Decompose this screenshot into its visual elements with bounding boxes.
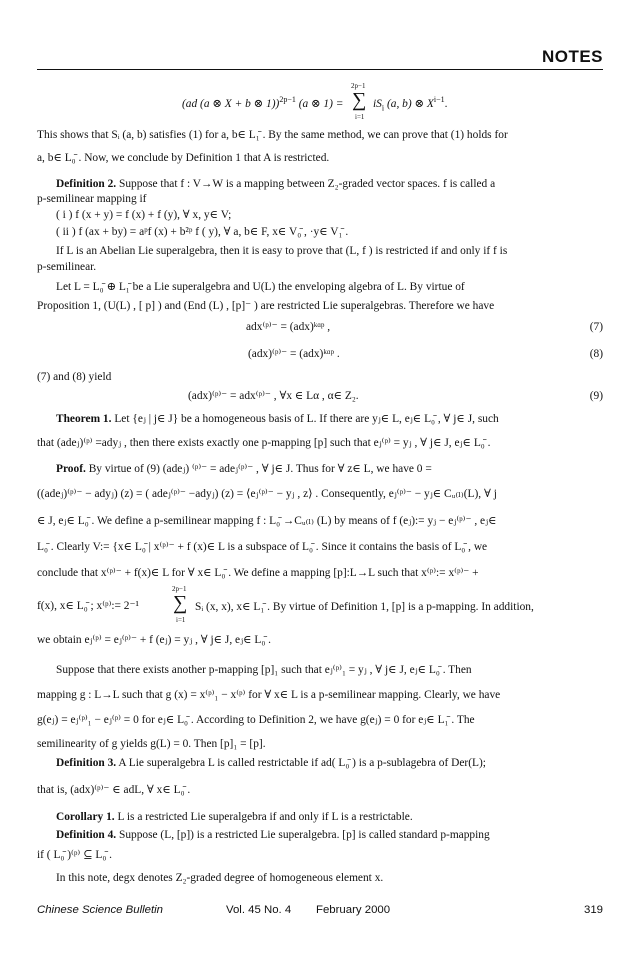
sum-symbol: ∑ bbox=[173, 592, 188, 614]
paragraph-line: Proposition 1, (U(L) , [ p] ) and (End (L) , [p]⁻ ) are restricted Lie superalgebras. Therefore we have bbox=[37, 300, 495, 312]
footer-date: February 2000 bbox=[316, 904, 391, 916]
condition-ii: ( ii ) f (ax + by) = aᵖf (x) + b²ᵖ f ( y), ∀ a, b∈ F, x∈ V₀̄ , ·y∈ V₁̄ . bbox=[56, 226, 349, 238]
eq-top-rhs-block bbox=[373, 95, 448, 113]
paragraph-line: Sᵢ (x, x), x∈ L₁̄ . By virtue of Definition 1, [p] is a p-mapping. In addition, bbox=[195, 601, 534, 613]
equation-8: (adx)⁽ᵖ⁾⁻ = (adx)ᵏᵅᵖ . bbox=[248, 348, 340, 360]
theorem-label: Theorem 1. bbox=[56, 413, 112, 425]
equation-number: (9) bbox=[589, 390, 603, 402]
eq-top-end: . bbox=[444, 98, 448, 110]
paragraph-line: This shows that Sᵢ (a, b) satisfies (1) for a, b∈ L₁̄ . By the same method, we can prove that (1) holds for bbox=[37, 129, 508, 141]
equation-number: (8) bbox=[589, 348, 603, 360]
paragraph-line: that is, (adx)⁽ᵖ⁾⁻ ∈ adL, ∀ x∈ L₀̄ . bbox=[37, 784, 191, 796]
paragraph-line: In this note, degx denotes Z₂-graded degree of homogeneous element x. bbox=[56, 872, 384, 884]
paragraph-line: ∈ J, eⱼ∈ L₀̄ . We define a p-semilinear mapping f : L₀̄ →Cᵤ₍ₗ₎ (L) by means of f (eⱼ):= yⱼ − eⱼ⁽ᵖ⁾⁻ , eⱼ∈ bbox=[37, 515, 497, 527]
header-rule bbox=[37, 69, 603, 70]
paragraph-line: f(x), x∈ L₀̄ ; x⁽ᵖ⁾:= 2⁻¹ bbox=[37, 600, 139, 612]
corollary-label: Corollary 1. bbox=[56, 811, 115, 823]
paragraph-line: if ( L₀̄ )⁽ᵖ⁾ ⊆ L₀̄ . bbox=[37, 849, 113, 861]
proof-text: By virtue of (9) (adeⱼ) ⁽ᵖ⁾⁻ = adeⱼ⁽ᵖ⁾⁻ , ∀ j∈ J. Thus for ∀ z∈ L, we have 0 = bbox=[88, 463, 432, 475]
definition-label: Definition 4. bbox=[56, 829, 117, 841]
eq-top-exp: 2p−1 bbox=[279, 95, 296, 105]
footer-volume: Vol. 45 No. 4 bbox=[226, 904, 292, 916]
equation-number: (7) bbox=[589, 321, 603, 333]
paragraph-line: a, b∈ L₀̄ . Now, we conclude by Definition 1 that A is restricted. bbox=[37, 152, 330, 164]
condition-i: ( i ) f (x + y) = f (x) + f (y), ∀ x, y∈ V; bbox=[56, 209, 232, 221]
paragraph-line: p-semilinear. bbox=[37, 261, 97, 273]
paragraph-line: If L is an Abelian Lie superalgebra, then it is easy to prove that (L, f ) is restricted if and only if f is bbox=[56, 245, 508, 257]
paragraph-line: semilinearity of g yields g(L) = 0. Then [p]₁ = [p]. bbox=[37, 738, 266, 750]
paragraph-line: mapping g : L→L such that g (x) = x⁽ᵖ⁾₁ − x⁽ᵖ⁾ for ∀ x∈ L is a p-semilinear mapping. Clearly, we have bbox=[37, 689, 501, 701]
paragraph-line: we obtain eⱼ⁽ᵖ⁾ = eⱼ⁽ᵖ⁾⁻ + f (eⱼ) = yⱼ , ∀ j∈ J, eⱼ∈ L₀̄ . bbox=[37, 634, 272, 646]
eq-top-sum-upper: 2p−1 bbox=[351, 82, 366, 90]
proof-sum-lower: i=1 bbox=[176, 616, 186, 624]
eq-top-mid: (a ⊗ 1) = bbox=[298, 98, 344, 110]
paragraph-line: ((adeⱼ)⁽ᵖ⁾⁻ − adyⱼ) (z) = ( adeⱼ⁽ᵖ⁾⁻ −adyⱼ) (z) = ⟨eⱼ⁽ᵖ⁾⁻ − yⱼ , z⟩ . Consequently, eⱼ⁽ᵖ⁾⁻ − yⱼ∈ Cᵤ₍ₗ₎(L), ∀ j bbox=[37, 488, 497, 500]
definition-2-line bbox=[56, 177, 603, 191]
equation-9: (adx)⁽ᵖ⁾⁻ = adx⁽ᵖ⁾⁻ , ∀x ∈ Lα , α∈ Z₂. bbox=[188, 390, 359, 402]
definition-3-line bbox=[56, 756, 603, 770]
definition-text: Suppose that f : V→W is a mapping between Z₂-graded vector spaces. f is called a bbox=[118, 178, 496, 190]
paragraph-line: g(eⱼ) = eⱼ⁽ᵖ⁾₁ − eⱼ⁽ᵖ⁾ = 0 for eⱼ∈ L₀̄ . According to Definition 2, we have g(eⱼ) = 0 for eⱼ∈ L₁̄ . The bbox=[37, 714, 475, 726]
equation-7: adx⁽ᵖ⁾⁻ = (adx)ᵏᵅᵖ , bbox=[246, 321, 331, 333]
eq-top-sum-lower: i=1 bbox=[355, 113, 365, 121]
paragraph-line: that (adeⱼ)⁽ᵖ⁾ =adyⱼ , then there exists exactly one p-mapping [p] such that eⱼ⁽ᵖ⁾ = yⱼ , ∀ j∈ J, eⱼ∈ L₀̄ . bbox=[37, 437, 491, 449]
equation-top bbox=[182, 96, 343, 110]
theorem-text: Let {eⱼ | j∈ J} be a homogeneous basis of L. If there are yⱼ∈ L, eⱼ∈ L₀̄ , ∀ j∈ J, such bbox=[114, 413, 499, 425]
corollary-text: L is a restricted Lie superalgebra if and only if L is a restrictable. bbox=[117, 811, 413, 823]
sum-symbol: ∑ bbox=[352, 89, 367, 111]
paragraph-line: Let L = L₀̄ ⊕ L₁̄ be a Lie superalgebra and U(L) the enveloping algebra of L. By virtue of bbox=[56, 281, 465, 293]
paragraph-line: L₀̄ . Clearly V:= {x∈ L₀̄ | x⁽ᵖ⁾⁻ + f (x)∈ L is a subspace of L₀̄ . Since it contains the basis of L₀̄ , we bbox=[37, 541, 488, 553]
definition-label: Definition 2. bbox=[56, 178, 117, 190]
eq-top-rhs-sub: i bbox=[381, 103, 385, 113]
paragraph-line: p-semilinear mapping if bbox=[37, 193, 147, 205]
section-header: NOTES bbox=[541, 47, 603, 66]
proof-label: Proof. bbox=[56, 463, 86, 475]
eq-top-lhs: (ad (a ⊗ X + b ⊗ 1)) bbox=[182, 98, 280, 110]
eq-top-rhs: iS bbox=[373, 98, 382, 110]
footer-journal: Chinese Science Bulletin bbox=[37, 904, 164, 916]
paragraph-line: Suppose that there exists another p-mapping [p]₁ such that eⱼ⁽ᵖ⁾₁ = yⱼ , ∀ j∈ J, eⱼ∈ L₀̄ . Then bbox=[56, 664, 472, 676]
theorem-1-line bbox=[56, 412, 603, 426]
eq-top-rhs-exp: i−1 bbox=[433, 95, 445, 105]
definition-label: Definition 3. bbox=[56, 757, 117, 769]
footer-page-number: 319 bbox=[583, 904, 603, 916]
proof-sum-upper: 2p−1 bbox=[172, 585, 187, 593]
corollary-1-line bbox=[56, 810, 603, 824]
definition-text: A Lie superalgebra L is called restrictable if ad( L₀̄ ) is a p-sublagebra of Der(L); bbox=[118, 757, 486, 769]
definition-4-line bbox=[56, 828, 603, 842]
proof-line bbox=[56, 462, 603, 476]
paragraph-line: conclude that x⁽ᵖ⁾⁻ + f(x)∈ L for ∀ x∈ L₀̄ . We define a mapping [p]:L→L such that x⁽ᵖ⁾:= x⁽ᵖ⁾⁻ + bbox=[37, 567, 479, 579]
eq-top-rhs-tail: (a, b) ⊗ X bbox=[386, 98, 434, 110]
paragraph-line: (7) and (8) yield bbox=[37, 371, 112, 383]
definition-text: Suppose (L, [p]) is a restricted Lie superalgebra. [p] is called standard p-mapping bbox=[118, 829, 490, 841]
